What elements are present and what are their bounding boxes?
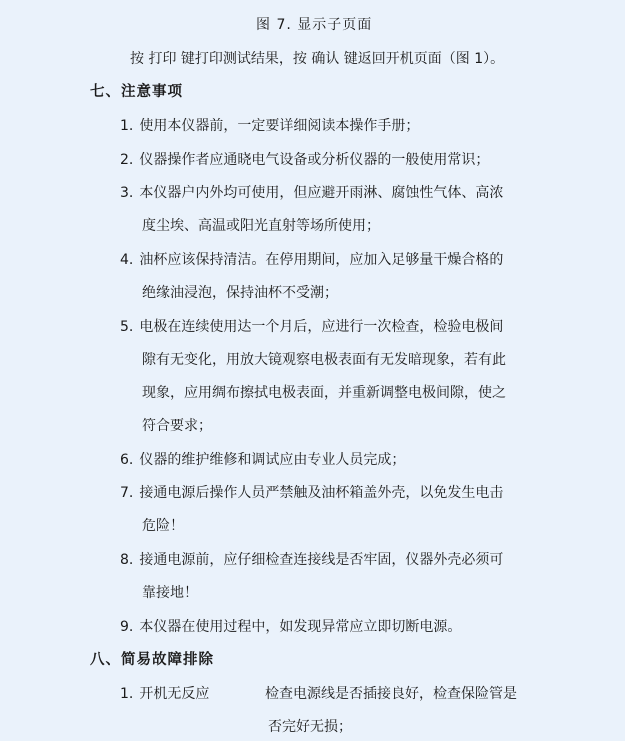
list-item: [120, 318, 503, 336]
item-number: 6.: [120, 452, 134, 468]
list-item: [120, 551, 503, 569]
item-number: 2.: [120, 152, 134, 168]
item-number: 7.: [120, 485, 134, 501]
list-item: [120, 117, 419, 135]
item-text-continuation: 绝缘油浸泡，保持油杯不受潮；: [142, 285, 338, 301]
item-text-continuation: 符合要求；: [142, 418, 212, 434]
section-7-heading: 七、注意事项: [90, 84, 183, 100]
fault-remedy-continuation: 否完好无损；: [268, 719, 352, 735]
figure-caption: 图 7. 显示子页面: [256, 17, 373, 33]
item-text: 本仪器在使用过程中，如发现异常应立即切断电源。: [139, 619, 462, 635]
item-text-continuation: 危险！: [142, 518, 184, 534]
item-text: 使用本仪器前，一定要详细阅读本操作手册；: [139, 118, 420, 134]
fault-name: 开机无反应: [139, 686, 210, 702]
item-text: 仪器的维护维修和调试应由专业人员完成；: [139, 452, 406, 468]
item-text: 油杯应该保持清洁。在停用期间，应加入足够量干燥合格的: [139, 252, 504, 268]
item-text: 仪器操作者应通晓电气设备或分析仪器的一般使用常识；: [139, 152, 490, 168]
item-number: 8.: [120, 552, 134, 568]
item-number: 1.: [120, 118, 134, 134]
item-text-continuation: 现象，应用绸布擦拭电极表面，并重新调整电极间隙，使之: [142, 385, 506, 401]
item-number: 3.: [120, 185, 134, 201]
fault-remedy: 检查电源线是否插接良好，检查保险管是: [265, 686, 517, 702]
list-item: [120, 618, 461, 636]
list-item: [120, 251, 503, 269]
item-number: 5.: [120, 319, 134, 335]
item-text: 电极在连续使用达一个月后，应进行一次检查，检验电极间: [139, 319, 504, 335]
item-text: 本仪器户内外均可使用，但应避开雨淋、腐蚀性气体、高浓: [139, 185, 504, 201]
item-text: 接通电源后操作人员严禁触及油杯箱盖外壳，以免发生电击: [139, 485, 504, 501]
list-item: [120, 451, 405, 469]
item-text-continuation: 隙有无变化，用放大镜观察电极表面有无发暗现象，若有此: [142, 352, 506, 368]
list-item: [120, 151, 489, 169]
fault-row: [120, 685, 209, 703]
item-text-continuation: 靠接地！: [142, 585, 198, 601]
item-number: 4.: [120, 252, 134, 268]
intro-paragraph: 按 打印 键打印测试结果，按 确认 键返回开机页面（图 1）。: [130, 51, 505, 67]
item-text-continuation: 度尘埃、高温或阳光直射等场所使用；: [142, 218, 380, 234]
item-number: 9.: [120, 619, 134, 635]
item-number: 1.: [120, 686, 134, 702]
item-text: 接通电源前，应仔细检查连接线是否牢固，仪器外壳必须可: [139, 552, 504, 568]
list-item: [120, 484, 503, 502]
section-8-heading: 八、简易故障排除: [90, 652, 214, 668]
list-item: [120, 184, 503, 202]
